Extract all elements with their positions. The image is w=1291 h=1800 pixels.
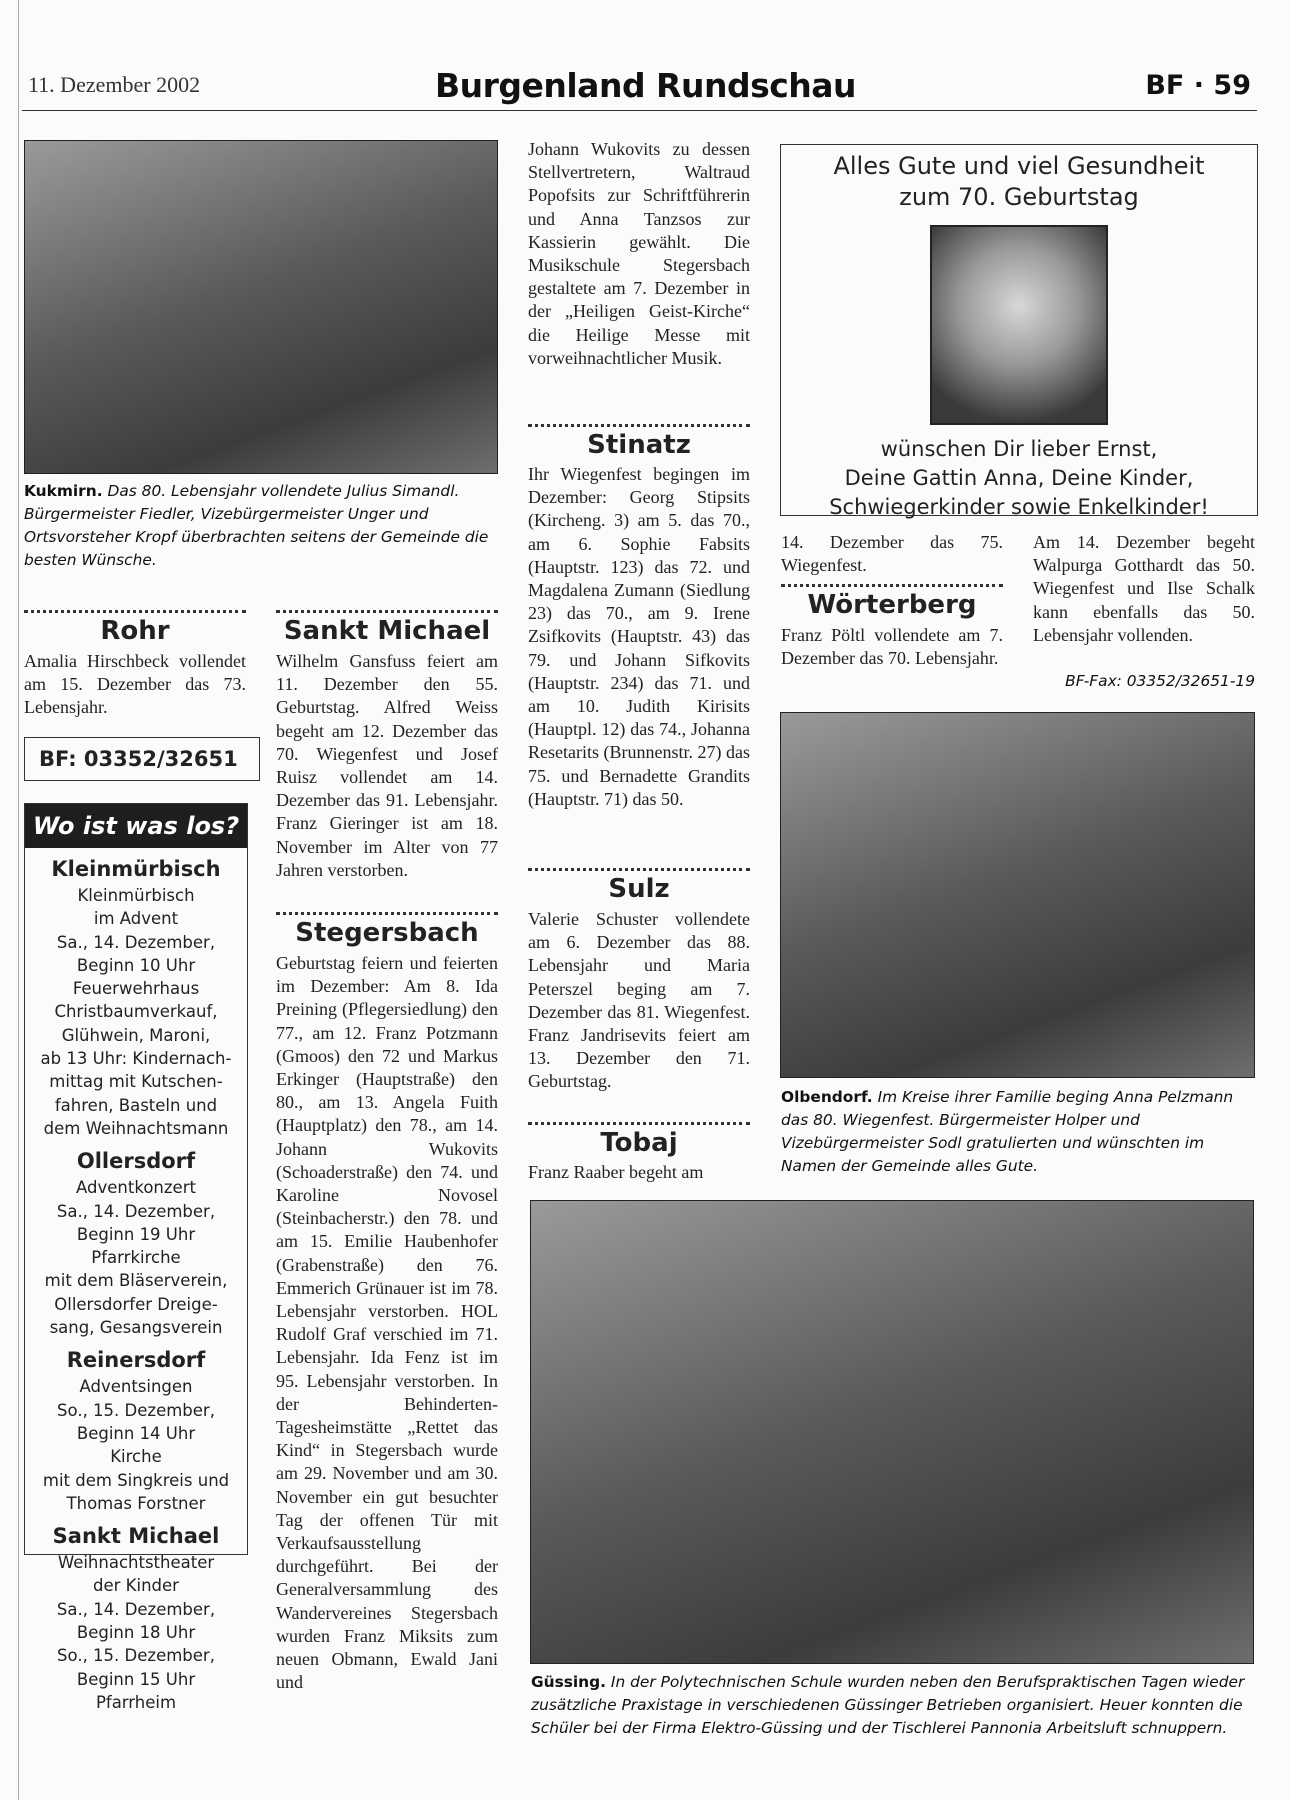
caption-lead: Kukmirn. <box>24 482 103 500</box>
caption-text: In der Polytechnischen Schule wurden neben den Berufspraktischen Tagen wieder zusätzliche Praxistage in verschiedenen Güssinger Betrieben organisiert. Heuer konnten die Schüler bei der Firma Elektro-Güssing und der Tischlerei Pannonia Arbeitsluft schnuppern. <box>531 1673 1245 1737</box>
event-line: Beginn 14 Uhr <box>76 1423 196 1443</box>
caption-lead: Olbendorf. <box>781 1088 873 1106</box>
page-edge <box>18 0 19 1800</box>
event-line: Beginn 15 Uhr <box>76 1669 196 1689</box>
guessing-caption <box>531 1671 1256 1740</box>
event-place: Ollersdorf <box>76 1149 196 1174</box>
separator <box>781 584 1003 587</box>
event-line: Pfarrkirche <box>91 1248 181 1268</box>
greeting-line: Deine Gattin Anna, Deine Kinder, <box>844 466 1194 490</box>
fax-number: BF-Fax: 03352/32651-19 <box>1065 672 1255 690</box>
event-line: im Advent <box>93 909 179 929</box>
greeting-line: Alles Gute und viel Gesundheit <box>833 152 1205 180</box>
event-line: Ollersdorfer Dreige- <box>54 1294 218 1314</box>
separator <box>528 868 750 871</box>
event-line: Sa., 14. Dezember, <box>56 932 216 952</box>
event-line: Sa., 14. Dezember, <box>56 1599 216 1619</box>
event-line: ab 13 Uhr: Kindernach- <box>40 1049 232 1069</box>
event-sankt-michael <box>25 1521 247 1714</box>
bf-phone-box: BF: 03352/32651 <box>24 737 260 781</box>
event-line: Christbaumverkauf, <box>54 1002 218 1022</box>
event-line: fahren, Basteln und <box>54 1095 218 1115</box>
event-line: mit dem Bläserverein, <box>44 1271 228 1291</box>
event-line: Pfarrheim <box>95 1692 177 1712</box>
caption-text: Im Kreise ihrer Familie beging Anna Pelzmann das 80. Wiegenfest. Bürgermeister Holper und Vizebürgermeister Sodl gratulierten und wünschten im Namen der Gemeinde alles Gute. <box>781 1088 1234 1175</box>
article-text-sulz: Valerie Schuster vollendete am 6. Dezember das 88. Lebensjahr und Maria Peterszel beging am 7. Dezember das 81. Wiegenfest. Franz Jandrisevits feiert am 13. Dezember den 71. Geburtstag. <box>528 909 750 1092</box>
greeting-box <box>780 144 1258 519</box>
article-text-tobaj-continued: 14. Dezember das 75. Wiegenfest. <box>781 532 1003 576</box>
event-line: Beginn 18 Uhr <box>76 1623 196 1643</box>
article-title-rohr: Rohr <box>100 616 170 646</box>
article-title-tobaj: Tobaj <box>600 1128 678 1158</box>
page-number: BF · 59 <box>1145 70 1251 101</box>
greeting-line: Schwiegerkinder sowie Enkelkinder! <box>829 495 1209 519</box>
guessing-photo <box>530 1200 1254 1664</box>
event-line: dem Weihnachtsmann <box>43 1118 229 1138</box>
caption-text: Das 80. Lebensjahr vollendete Julius Simandl. Bürgermeister Fiedler, Vizebürgermeister Unger und Ortsvorsteher Kropf überbrachten seitens der Gemeinde die besten Wünsche. <box>24 482 489 569</box>
event-line: Weihnachtstheater <box>57 1553 215 1573</box>
separator <box>276 610 498 613</box>
olbendorf-caption <box>781 1086 1257 1178</box>
event-line: Glühwein, Maroni, <box>61 1025 211 1045</box>
event-line: Kleinmürbisch <box>77 886 195 905</box>
event-line: Kirche <box>110 1447 162 1467</box>
article-text-stegersbach: Geburtstag feiern und feierten im Dezember: Am 8. Ida Preining (Pflegersiedlung) den 77., am 12. Franz Potzmann (Gmoos) den 72 und Markus Erkinger (Hauptstraße) den 80., am 13. Angela Fuith (Hauptplatz) den 78., am 14. Johann Wukovits (Schoaderstraße) den 74. und Karoline Novosel (Steinbacherstr.) den 78. und am 15. Emilie Haubenhofer (Grabenstraße) den 76. Emmerich Grünauer ist im 78. Lebensjahr verstorben. HOL Rudolf Graf verschied im 71. Lebensjahr. Ida Fenz ist im 95. Lebensjahr verstorben. In der Behinderten-Tagesheimstätte „Rettet das Kind“ in Stegersbach wurde am 29. November und am 30. November ein gut besuchter Tag der offenen Tür mit Verkaufsausstellung durchgeführt. Bei der Generalversammlung des Wandervereines Stegersbach wurden Franz Miksits zum neuen Obmann, Ewald Jani und <box>276 953 498 1693</box>
event-place: Kleinmürbisch <box>51 857 221 881</box>
event-kleinmuerbisch <box>25 854 247 1140</box>
event-line: Beginn 19 Uhr <box>76 1224 196 1244</box>
article-title-sulz: Sulz <box>608 874 670 904</box>
events-title: Wo ist was los? <box>25 804 247 848</box>
newspaper-title: Burgenland Rundschau <box>434 66 857 105</box>
caption-lead: Güssing. <box>531 1673 607 1691</box>
event-line: Sa., 14. Dezember, <box>56 1201 216 1221</box>
event-line: So., 15. Dezember, <box>57 1646 215 1666</box>
event-line: Thomas Forstner <box>66 1493 206 1513</box>
event-line: Beginn 10 Uhr <box>76 955 196 975</box>
article-text-tobaj: Franz Raaber begeht am <box>528 1162 704 1182</box>
article-text-am14: Am 14. Dezember begeht Walpurga Gotthardt das 50. Wiegenfest und Ilse Schalk kann ebenfalls das 50. Lebensjahr vollenden. <box>1033 532 1255 645</box>
separator <box>528 424 750 427</box>
article-title-stegersbach: Stegersbach <box>295 918 479 948</box>
event-ollersdorf <box>25 1146 247 1339</box>
event-place: Sankt Michael <box>52 1524 220 1549</box>
event-line: der Kinder <box>93 1576 179 1596</box>
separator <box>24 610 246 613</box>
kukmirn-caption <box>24 480 500 572</box>
events-box <box>24 803 248 1712</box>
event-line: Adventsingen <box>79 1377 193 1397</box>
greeting-line: wünschen Dir lieber Ernst, <box>880 437 1158 461</box>
greeting-line: zum 70. Geburtstag <box>899 183 1139 211</box>
olbendorf-photo <box>780 712 1255 1078</box>
event-line: mittag mit Kutschen- <box>49 1072 223 1092</box>
event-line: mit dem Singkreis und <box>42 1470 230 1490</box>
issue-date: 11. Dezember 2002 <box>28 72 201 97</box>
event-line: So., 15. Dezember, <box>57 1400 215 1420</box>
event-reinersdorf <box>25 1345 247 1515</box>
event-line: sang, Gesangsverein <box>49 1318 223 1338</box>
article-text-sankt-michael: Wilhelm Gansfuss feiert am 11. Dezember den 55. Geburtstag. Alfred Weiss begeht am 12. Dezember das 70. Wiegenfest und Josef Ruisz vollendet am 14. Dezember das 91. Lebensjahr. Franz Gieringer ist am 18. November im Alter von 77 Jahren verstorben. <box>276 651 498 880</box>
separator <box>276 912 498 915</box>
article-title-stinatz: Stinatz <box>587 430 691 460</box>
header-rule <box>22 110 1257 111</box>
article-text-stegersbach-continued: Johann Wukovits zu dessen Stellvertretern, Waltraud Popofsits zur Schriftführerin und Anna Tanzsos zur Kassierin gewählt. Die Musikschule Stegersbach gestaltete am 7. Dezember in der „Heiligen Geist-Kirche“ die Heilige Messe mit vorweihnachtlicher Musik. <box>528 139 750 368</box>
event-line: Feuerwehrhaus <box>72 979 200 999</box>
article-text-stinatz: Ihr Wiegenfest begingen im Dezember: Georg Stipsits (Kircheng. 3) am 5. das 70., am 6. Sophie Fabsits (Hauptstr. 123) das 72. und Magdalena Zumann (Siedlung 23) das 70., am 9. Irene Zsifkovits (Hauptstr. 43) das 79. und Johann Sifkovits (Hauptstr. 234) das 71. und am 10. Judith Kirisits (Hauptpl. 12) das 74., Johanna Resetarits (Brunnenstr. 27) das 75. und Bernadette Grandits (Hauptstr. 71) das 50. <box>528 464 750 809</box>
portrait-photo <box>930 225 1108 425</box>
article-text-woerterberg: Franz Pöltl vollendete am 7. Dezember das 70. Lebensjahr. <box>781 625 1003 669</box>
event-place: Reinersdorf <box>66 1348 206 1373</box>
event-line: Adventkonzert <box>76 1178 196 1198</box>
kukmirn-photo <box>24 140 498 474</box>
article-title-woerterberg: Wörterberg <box>807 590 977 620</box>
article-text-rohr: Amalia Hirschbeck vollendet am 15. Dezember das 73. Lebensjahr. <box>24 651 246 718</box>
separator <box>528 1122 750 1125</box>
article-title-sankt-michael: Sankt Michael <box>283 616 491 646</box>
